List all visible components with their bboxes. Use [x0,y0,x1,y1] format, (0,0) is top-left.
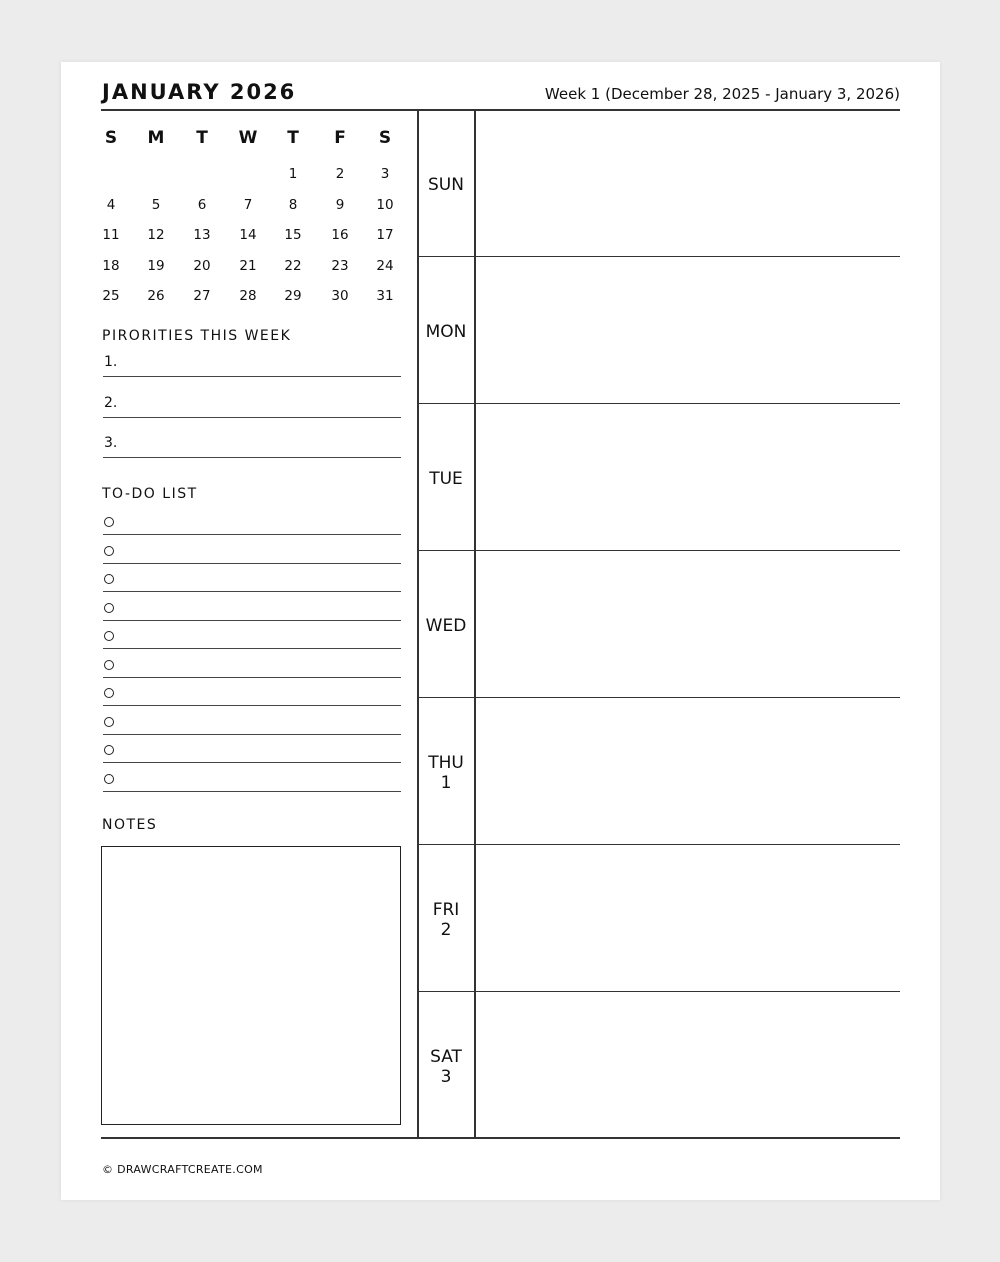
priority-line[interactable] [103,376,401,377]
day-label [418,175,474,195]
todo-checkbox-icon[interactable] [104,745,114,755]
day-name: FRI [432,900,460,920]
calendar-day[interactable]: 24 [376,257,394,274]
calendar-day[interactable]: 12 [147,227,165,243]
notes-box[interactable] [101,846,401,1125]
footer-copyright: © DRAWCRAFTCREATE.COM [102,1163,263,1176]
todo-title: TO-DO LIST [102,486,198,502]
calendar-day[interactable]: 27 [193,288,211,304]
calendar-day[interactable]: 23 [331,257,349,274]
calendar-day[interactable]: 2 [335,166,345,182]
day-row-divider [417,991,900,992]
day-row-divider [417,844,900,845]
day-writing-area[interactable] [476,552,900,695]
calendar-day[interactable]: 9 [335,196,345,213]
bottom-divider [101,1137,900,1139]
week-range: Week 1 (December 28, 2025 - January 3, 2026) [544,85,900,103]
calendar-day[interactable]: 3 [380,166,390,182]
calendar-weekday-header: M [147,128,165,148]
calendar-day[interactable]: 26 [147,288,165,304]
day-name: WED [425,616,467,636]
day-name: SUN [428,175,464,195]
todo-checkbox-icon[interactable] [104,660,114,670]
day-date: 1 [440,773,452,793]
todo-line[interactable] [103,534,401,535]
todo-checkbox-icon[interactable] [104,574,114,584]
day-writing-area[interactable] [476,258,900,401]
calendar-day[interactable]: 21 [239,257,257,274]
priority-number: 1. [104,354,118,370]
priority-line[interactable] [103,417,401,418]
todo-checkbox-icon[interactable] [104,603,114,613]
calendar-weekday-header: W [238,128,258,148]
day-row-divider [417,697,900,698]
day-label [418,900,474,940]
priorities-title: PIRORITIES THIS WEEK [102,328,292,344]
calendar-day[interactable]: 4 [106,196,116,213]
todo-line[interactable] [103,591,401,592]
calendar-weekday-header: F [334,128,346,148]
todo-line[interactable] [103,734,401,735]
calendar-weekday-header: S [378,128,392,148]
day-row-divider [417,256,900,257]
day-date: 2 [440,920,452,940]
todo-checkbox-icon[interactable] [104,517,114,527]
priority-number: 2. [104,394,118,411]
day-label [418,469,474,489]
day-row-divider [417,403,900,404]
day-writing-area[interactable] [476,111,900,254]
todo-checkbox-icon[interactable] [104,774,114,784]
calendar-day[interactable]: 6 [197,196,207,213]
day-writing-area[interactable] [476,699,900,842]
todo-line[interactable] [103,762,401,763]
todo-checkbox-icon[interactable] [104,546,114,556]
day-name: SAT [430,1047,462,1067]
calendar-day[interactable]: 30 [331,288,349,304]
calendar-day[interactable]: 7 [243,196,253,213]
calendar-day[interactable]: 29 [284,288,302,304]
calendar-day[interactable]: 17 [376,227,394,243]
todo-checkbox-icon[interactable] [104,631,114,641]
day-writing-area[interactable] [476,993,900,1136]
todo-checkbox-icon[interactable] [104,717,114,727]
notes-title: NOTES [102,817,158,833]
calendar-day[interactable]: 11 [102,227,120,243]
calendar-day[interactable]: 25 [102,288,120,304]
todo-line[interactable] [103,677,401,678]
calendar-day[interactable]: 20 [193,257,211,274]
day-label [418,616,474,636]
planner-page [61,62,940,1200]
month-title: JANUARY 2026 [102,80,297,104]
todo-line[interactable] [103,648,401,649]
calendar-day[interactable]: 16 [331,227,349,243]
calendar-day[interactable]: 15 [284,227,302,243]
calendar-day[interactable]: 10 [376,196,394,213]
priority-number: 3. [104,435,118,451]
calendar-day[interactable]: 31 [376,288,394,304]
calendar-day[interactable]: 8 [288,196,298,213]
calendar-day[interactable]: 14 [239,227,257,243]
priority-line[interactable] [103,457,401,458]
day-name: TUE [429,469,463,489]
day-date: 3 [440,1067,452,1087]
day-writing-area[interactable] [476,846,900,989]
day-label [418,1047,474,1087]
day-writing-area[interactable] [476,405,900,548]
calendar-day[interactable]: 28 [239,288,257,304]
calendar-weekday-header: S [104,128,118,148]
calendar-weekday-header: T [287,128,299,148]
calendar-day[interactable]: 22 [284,257,302,274]
calendar-day[interactable]: 18 [102,257,120,274]
todo-line[interactable] [103,620,401,621]
calendar-weekday-header: T [196,128,208,148]
day-name: MON [425,322,467,342]
calendar-day[interactable]: 13 [193,227,211,243]
calendar-day[interactable]: 5 [151,196,161,213]
calendar-day[interactable]: 1 [288,166,298,182]
calendar-day[interactable]: 19 [147,257,165,274]
day-label [418,753,474,793]
todo-line[interactable] [103,791,401,792]
day-label [418,322,474,342]
day-name: THU [428,753,464,773]
todo-line[interactable] [103,705,401,706]
todo-checkbox-icon[interactable] [104,688,114,698]
todo-line[interactable] [103,563,401,564]
day-row-divider [417,550,900,551]
